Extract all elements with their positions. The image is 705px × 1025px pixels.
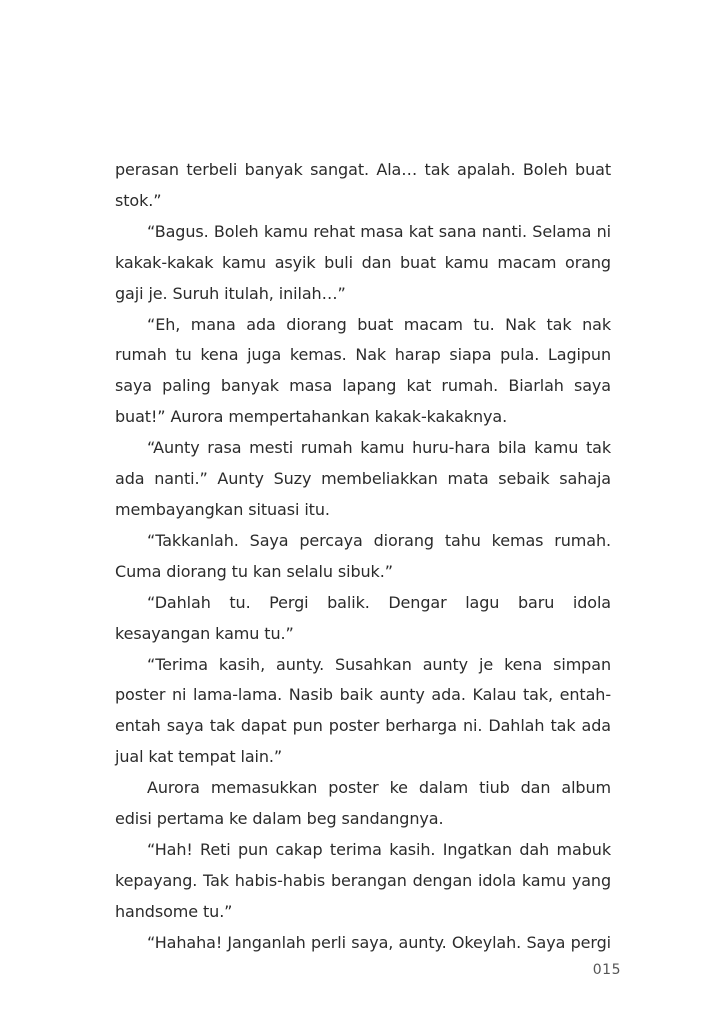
paragraph: “Hah! Reti pun cakap terima kasih. Ingatkan dah mabuk kepayang. Tak habis-habis berangan dengan idola kamu yang handsome tu.” — [115, 839, 611, 921]
paragraph: “Terima kasih, aunty. Susahkan aunty je kena simpan poster ni lama-lama. Nasib baik aunty ada. Kalau tak, entah-entah saya tak dapat pun poster berharga ni. Dahlah tak ada jual kat tempat lain.” — [115, 654, 611, 767]
body-text — [115, 155, 611, 959]
paragraph: “Eh, mana ada diorang buat macam tu. Nak tak nak rumah tu kena juga kemas. Nak harap siapa pula. Lagipun saya paling banyak masa lapang kat rumah. Biarlah saya buat!” Aurora mempertahankan kakak-kakaknya. — [115, 314, 611, 427]
page-number: 015 — [592, 962, 621, 978]
paragraph: “Aunty rasa mesti rumah kamu huru-hara bila kamu tak ada nanti.” Aunty Suzy membeliakkan mata sebaik sahaja membayangkan situasi itu. — [115, 438, 611, 519]
paragraph: Aurora memasukkan poster ke dalam tiub dan album edisi pertama ke dalam beg sandangnya. — [115, 778, 611, 829]
paragraph: perasan terbeli banyak sangat. Ala… tak apalah. Boleh buat stok.” — [115, 160, 611, 210]
paragraph: “Bagus. Boleh kamu rehat masa kat sana nanti. Selama ni kakak-kakak kamu asyik buli dan buat kamu macam orang gaji je. Suruh itulah, inilah…” — [115, 221, 611, 303]
paragraph: “Takkanlah. Saya percaya diorang tahu kemas rumah. Cuma diorang tu kan selalu sibuk.” — [115, 530, 611, 581]
paragraph: “Dahlah tu. Pergi balik. Dengar lagu baru idola kesayangan kamu tu.” — [115, 592, 611, 643]
paragraph: “Hahaha! Janganlah perli saya, aunty. Okeylah. Saya pergi — [147, 932, 611, 952]
